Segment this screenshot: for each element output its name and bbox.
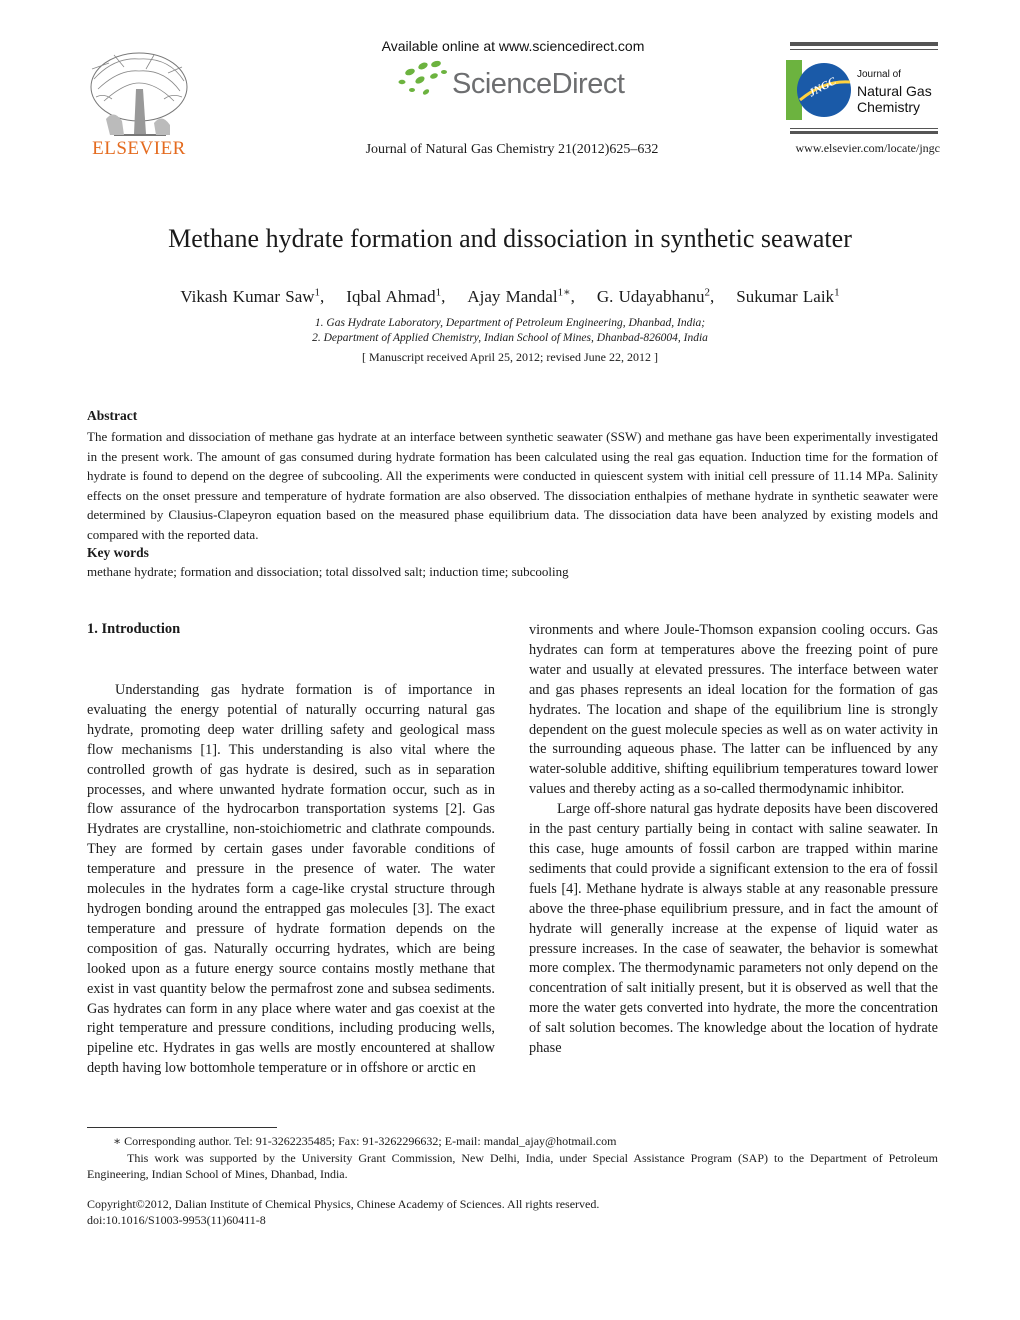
jngc-top-rule-thin (790, 49, 938, 50)
author-separator: , (320, 286, 325, 306)
body-column-left (87, 681, 495, 1079)
affiliation-1: 1. Gas Hydrate Laboratory, Department of Petroleum Engineering, Dhanbad, India; (314, 317, 706, 329)
author-affiliation-mark: 2 (704, 286, 711, 298)
paragraph: vironments and where Joule-Thomson expansion cooling occurs. Gas hydrates can form at temperatures above the freezing point of pure water and usually at elevated pressures. The interface between water and gas phases represents an ideal location for the formation of gas hydrates. The location and shape of the equilibrium line is strongly dependent on the guest molecule species as well as on water activity in the surrounding aqueous phase. The latter can be influenced by any water-soluble additive, shifting equilibrium temperatures toward lower values and thereby acting as a so-called thermodynamic inhibitor. (529, 622, 938, 798)
journal-reference: Journal of Natural Gas Chemistry 21(2012)625–632 (365, 142, 659, 157)
jngc-badge-text: JNGC (807, 75, 839, 100)
copyright-text: Copyright©2012, Dalian Institute of Chemical Physics, Chinese Academy of Sciences. All rights reserved. (87, 1197, 600, 1211)
author-separator: , (570, 286, 575, 306)
available-online-text: Available online at www.sciencedirect.com (381, 38, 645, 54)
author-list (0, 285, 1020, 307)
author-name (180, 287, 324, 306)
affiliations (0, 316, 1020, 346)
jngc-url-link[interactable]: www.elsevier.com/locate/jngc (795, 141, 940, 155)
copyright-block (87, 1196, 938, 1228)
author-affiliation-mark: 1 (435, 286, 442, 298)
funding-footnote: This work was supported by the University Grant Commission, New Delhi, India, under Special Assistance Program (SAP) to the Department of Petroleum Engineering, Indian School of Mines, Dhanbad, India. (87, 1151, 938, 1181)
affiliation-2: 2. Department of Applied Chemistry, Indian School of Mines, Dhanbad-826004, India (312, 332, 708, 344)
author-name (346, 287, 445, 306)
jngc-bottom-rule-thin (790, 128, 938, 129)
paragraph: Large off-shore natural gas hydrate deposits have been discovered in the past century partially being in contact with saline seawater. In this case, huge amounts of fossil carbon are trapped within marine sediments that could provide a significant extension to the era of fossil fuels [4]. Methane hydrate is always stable at any reasonable pressure above the three-phase equilibrium pressure, and in fact the amount of hydrate will generally increase at the expense of liquid water as pressure increases. In the case of seawater, the behavior is somewhat more complex. The thermodynamic parameters not only depend on the concentration of salt initially present, but it is observed as well that the more the water gets converted into hydrate, the more the concentration of salt solution becomes. The knowledge about the location of hydrate phase (529, 801, 938, 1057)
author-name (467, 287, 574, 306)
elsevier-wordmark: ELSEVIER (92, 138, 186, 159)
author-name-text: Ajay Mandal (467, 286, 558, 306)
author-name-text: G. Udayabhanu (596, 286, 705, 306)
author-name-text: Vikash Kumar Saw (180, 286, 315, 306)
jngc-bottom-rule (790, 131, 938, 134)
jngc-journal-title (857, 67, 932, 115)
keywords-heading: Key words (87, 545, 149, 560)
corresponding-author-text: ∗ Corresponding author. Tel: 91-3262235485; Fax: 91-3262296632; E-mail: mandal_ajay@hotmail.com (113, 1134, 617, 1148)
author-affiliation-mark: 1 (834, 286, 840, 298)
section-heading-introduction: 1. Introduction (87, 621, 181, 637)
keywords-text: methane hydrate; formation and dissociation; total dissolved salt; induction time; subcooling (87, 564, 569, 579)
jngc-badge-logo (786, 60, 854, 120)
author-name-text: Iqbal Ahmad (346, 286, 436, 306)
author-separator: , (710, 286, 715, 306)
author-name (597, 287, 714, 306)
jngc-title-line2: Chemistry (857, 99, 921, 115)
author-affiliation-mark: 1∗ (557, 286, 571, 298)
abstract-heading: Abstract (87, 408, 138, 423)
footnote-rule (87, 1127, 277, 1128)
manuscript-dates: [ Manuscript received April 25, 2012; revised June 22, 2012 ] (362, 350, 658, 364)
paper-title: Methane hydrate formation and dissociation in synthetic seawater (168, 224, 852, 253)
sciencedirect-wordmark: ScienceDirect (452, 68, 625, 100)
author-name (736, 287, 839, 306)
jngc-title-small: Journal of (857, 69, 901, 80)
author-separator: , (441, 286, 446, 306)
paragraph: Understanding gas hydrate formation is of importance in evaluating the energy potential of naturally occurring natural gas hydrate, promoting deep water drilling safety and geological mass flow mechanisms [1]. This understanding is also vital where the controlled growth of gas hydrate is desired, such as in separation processes, and where unwanted hydrate formation occur, such as in flow assurance of the hydrocarbon transportation systems [2]. Gas Hydrates are crystalline, non-stoichiometric and clathrate compounds. They are formed by certain gases under favorable conditions of temperature and pressure in the presence of water. The water molecules in the hydrates form a cage-like crystal structure through hydrogen bonding around the entrapped gas molecules [3]. The exact temperature and pressure of hydrate formation depends on the composition of gas. Naturally occurring hydrates, which are being looked upon as a future energy source contains mostly methane that exist in vast quantity below the permafrost zone and subsea sediments. Gas hydrates can form in any place where water and gas coexist at the right temperature and pressure conditions, including producing wells, pipeline etc. Hydrates in gas wells are mostly encountered at shallow depth having low bottomhole temperature or in offshore or arctic en (87, 682, 495, 1077)
corresponding-author-footnote (87, 1133, 938, 1149)
author-affiliation-mark: 1 (314, 286, 321, 298)
jngc-top-rule (790, 42, 938, 46)
author-name-text: Sukumar Laik (736, 286, 835, 306)
body-column-right (529, 621, 938, 1059)
doi-text[interactable]: doi:10.1016/S1003-9953(11)60411-8 (87, 1213, 266, 1227)
jngc-title-line1: Natural Gas (857, 83, 932, 99)
abstract-text: The formation and dissociation of methane gas hydrate at an interface between synthetic seawater (SSW) and methane gas have been experimentally investigated in the present work. The amount of gas consumed during hydrate formation has been calculated using the real gas equation. Induction time for the formation of hydrate is found to depend on the degree of subcooling. All the experiments were conducted in quiescent system with initial cell pressure of 11.14 MPa. Salinity effects on the onset pressure and temperature of hydrate formation are also observed. The dissociation enthalpies of methane hydrate in synthetic seawater were determined by Clausius-Clapeyron equation based on the measured phase equilibrium data. The dissociation data have been analyzed by existing models and compared with the reported data. (87, 429, 938, 542)
